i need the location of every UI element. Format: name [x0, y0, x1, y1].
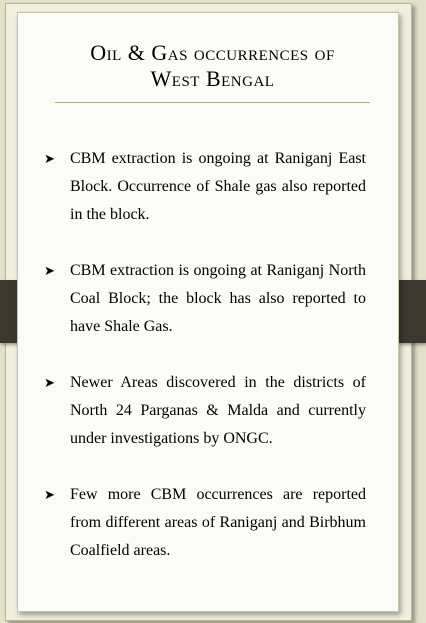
- bullet-text: CBM extraction is ongoing at Raniganj North Coal Block; the block has also reported to have Shale Gas.: [70, 262, 366, 335]
- slide-title: [40, 40, 385, 92]
- bullet-text: Few more CBM occurrences are reported from different areas of Raniganj and Birbhum Coalfield areas.: [70, 486, 366, 559]
- right-binder-tab: [398, 280, 426, 343]
- bullet-item: [44, 369, 366, 453]
- arrowhead-bullet-icon: ➤: [44, 375, 55, 390]
- title-line-1: Oil & Gas occurrences of: [90, 40, 335, 65]
- title-divider: [55, 102, 370, 103]
- bullet-item: [44, 481, 366, 565]
- bullet-text: Newer Areas discovered in the districts of North 24 Parganas & Malda and currently under investigations by ONGC.: [70, 374, 366, 447]
- bullet-item: [44, 145, 366, 229]
- bullet-item: [44, 257, 366, 341]
- bullet-text: CBM extraction is ongoing at Raniganj East Block. Occurrence of Shale gas also reported in the block.: [70, 150, 366, 223]
- arrowhead-bullet-icon: ➤: [44, 487, 55, 502]
- arrowhead-bullet-icon: ➤: [44, 263, 55, 278]
- arrowhead-bullet-icon: ➤: [44, 151, 55, 166]
- bullet-list: [44, 145, 366, 565]
- title-line-2: West Bengal: [150, 66, 275, 91]
